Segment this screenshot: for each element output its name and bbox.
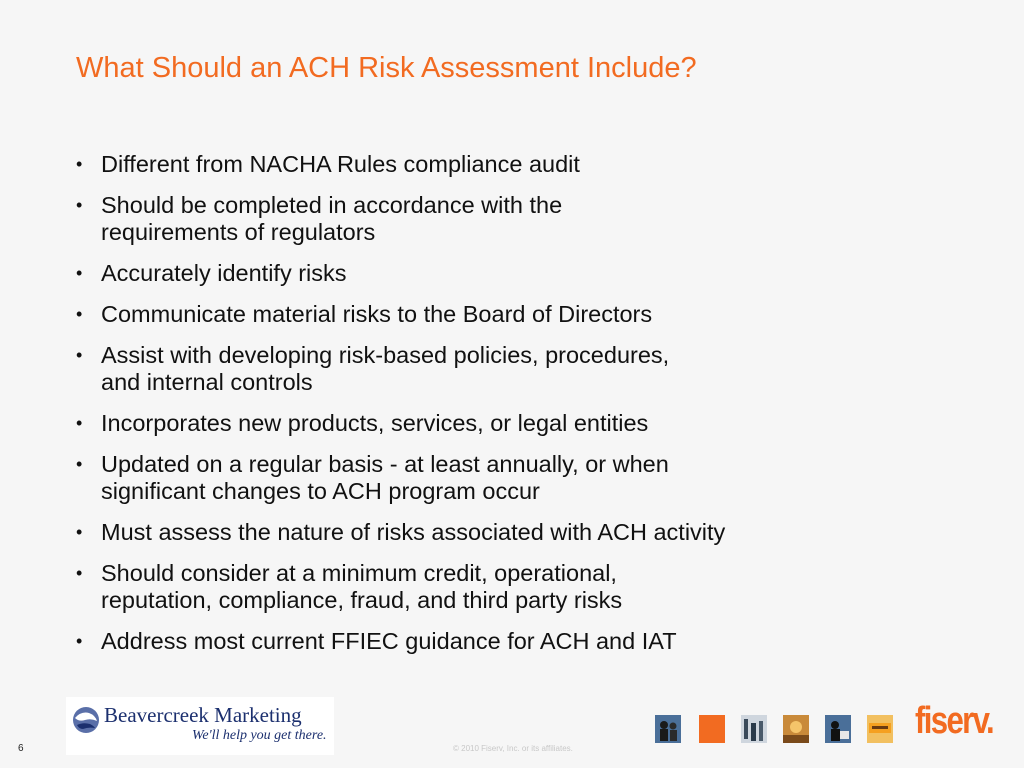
bullet-dot-icon: •: [76, 345, 83, 365]
page-number: 6: [18, 743, 24, 754]
bullet-item: [76, 628, 876, 655]
bullet-text: Communicate material risks to the Board of Directors: [101, 301, 653, 327]
bullet-text: Should consider at a minimum credit, operational,: [101, 560, 617, 586]
fiserv-logo: fiserv.: [915, 700, 994, 742]
bullet-dot-icon: •: [76, 454, 83, 474]
person-computer-photo-icon: [825, 715, 851, 743]
bullet-item: [76, 342, 876, 396]
bullet-text: Must assess the nature of risks associated with ACH activity: [101, 519, 726, 545]
copyright-text: © 2010 Fiserv, Inc. or its affiliates.: [453, 744, 573, 753]
bullet-text: Address most current FFIEC guidance for ACH and IAT: [101, 628, 677, 654]
bullet-text-continued: requirements of regulators: [101, 219, 376, 245]
bullet-dot-icon: •: [76, 563, 83, 583]
logo-name: Beavercreek Marketing: [104, 703, 302, 727]
bullet-item: [76, 410, 876, 437]
bullet-dot-icon: •: [76, 631, 83, 651]
bullet-text-continued: reputation, compliance, fraud, and third party risks: [101, 587, 623, 613]
bullet-text: Different from NACHA Rules compliance audit: [101, 151, 580, 177]
bullet-dot-icon: •: [76, 304, 83, 324]
bullet-dot-icon: •: [76, 413, 83, 433]
bullet-item: [76, 260, 876, 287]
beavercreek-logo: [66, 697, 334, 755]
bullet-text: Should be completed in accordance with the: [101, 192, 563, 218]
bullet-text: Updated on a regular basis - at least annually, or when: [101, 451, 669, 477]
orange-square-icon: [699, 715, 725, 743]
bullet-text-continued: and internal controls: [101, 369, 313, 395]
bullet-dot-icon: •: [76, 263, 83, 283]
bullet-text-continued: significant changes to ACH program occur: [101, 478, 540, 504]
bullet-list: [76, 151, 876, 669]
bullet-item: [76, 560, 876, 614]
bullet-item: [76, 151, 876, 178]
sign-photo-icon: [867, 715, 893, 743]
logo-tagline: We'll help you get there.: [192, 728, 327, 743]
landscape-photo-icon: [783, 715, 809, 743]
globe-icon: [71, 705, 101, 735]
bullet-item: [76, 451, 876, 505]
bullet-text: Incorporates new products, services, or legal entities: [101, 410, 649, 436]
bullet-text: Accurately identify risks: [101, 260, 347, 286]
bullet-item: [76, 192, 876, 246]
bullet-dot-icon: •: [76, 195, 83, 215]
bullet-item: [76, 301, 876, 328]
bullet-item: [76, 519, 876, 546]
slide-title: What Should an ACH Risk Assessment Include?: [76, 52, 697, 84]
business-photo-icon: [741, 715, 767, 743]
people-photo-icon: [655, 715, 681, 743]
bullet-text: Assist with developing risk-based policies, procedures,: [101, 342, 670, 368]
bullet-dot-icon: •: [76, 522, 83, 542]
bullet-dot-icon: •: [76, 154, 83, 174]
